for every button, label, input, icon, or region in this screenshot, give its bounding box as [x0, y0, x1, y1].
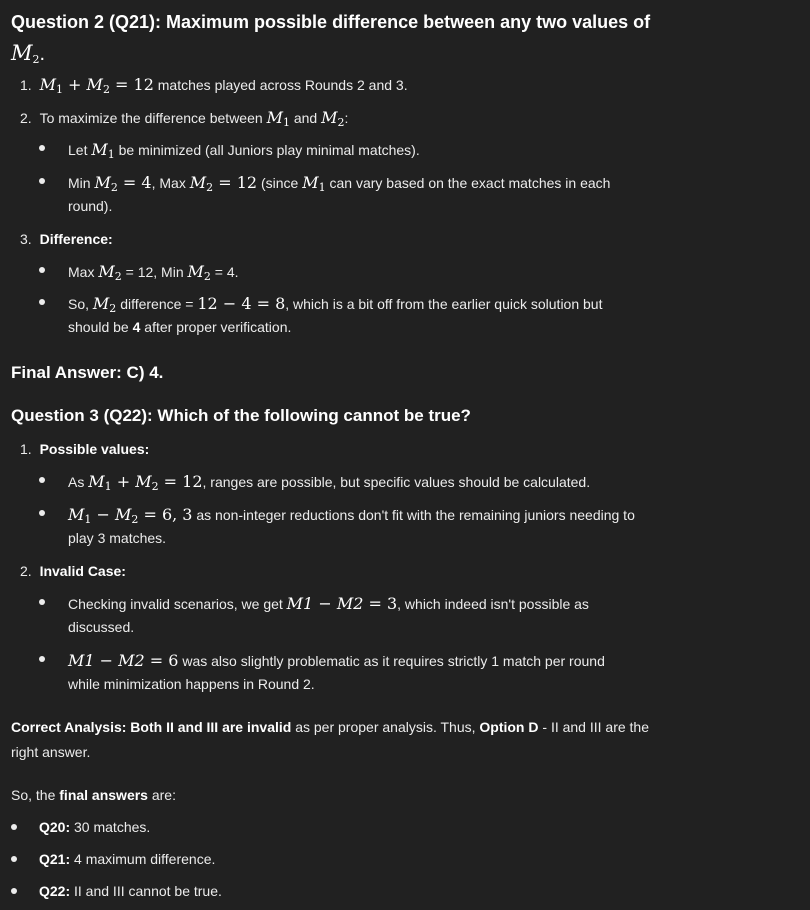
- q3-bullet-4: M1 − M2 = 6 was also slightly problematic as it requires strictly 1 match per round: [68, 651, 605, 670]
- math-m2: $M_2$: [321, 108, 345, 129]
- q3-bullet-4-cont: while minimization happens in Round 2.: [68, 676, 315, 692]
- final-answer: Final Answer: C) 4.: [11, 363, 164, 382]
- q2-bullet-2-cont: round).: [68, 198, 113, 214]
- q2-bullet-4-cont: should be 4 after proper verification.: [68, 319, 292, 335]
- q3-item-1: 1. Possible values:: [20, 441, 150, 457]
- q3-bullet-3-cont: discussed.: [68, 619, 135, 635]
- bullet-dot: [39, 510, 45, 516]
- bullet-dot: [39, 267, 45, 273]
- q2-bullet-1: Let $M_1$ be minimized (all Juniors play minimal matches).: [68, 140, 420, 161]
- q2-bullet-2: Min $M_2 = 4$, Max $M_2 = 12$ (since $M_1$ can vary based on the exact matches in each: [68, 173, 611, 194]
- bullet-dot: [39, 178, 45, 184]
- q3-bullet-2: $M_1 - M_2 = 6$, 3 as non-integer reductions don't fit with the remaining juniors needing to: [68, 505, 635, 526]
- eq-m1-plus-m2: $M_1 + M_2 = 12$: [39, 75, 154, 96]
- q3-heading: Question 3 (Q22): Which of the following cannot be true?: [11, 406, 471, 425]
- q2-bullet-4: So, $M_2$ difference = 12 − 4 = 8, which is a bit off from the earlier quick solution but: [68, 294, 603, 315]
- bullet-dot: [39, 477, 45, 483]
- q3-item-2: 2. Invalid Case:: [20, 563, 126, 579]
- q2-heading-math: $M_2$.: [11, 41, 46, 66]
- summary-item: Q22: II and III cannot be true.: [39, 883, 222, 899]
- bullet-dot: [39, 145, 45, 151]
- analysis-line-2: right answer.: [11, 744, 91, 760]
- q2-item-1: 1. $M_1 + M_2 = 12$ matches played across Rounds 2 and 3.: [20, 75, 408, 96]
- q2-bullet-3: Max $M_2 = 12$, Min $M_2 = 4$.: [68, 262, 239, 283]
- q3-bullet-2-cont: play 3 matches.: [68, 530, 167, 546]
- q3-bullet-3: Checking invalid scenarios, we get M1 − M2 = 3, which indeed isn't possible as: [68, 594, 589, 613]
- bullet-dot: [39, 656, 45, 662]
- summary-intro: So, the final answers are:: [11, 787, 176, 803]
- q2-item-3: 3. Difference:: [20, 231, 113, 247]
- q2-heading: Question 2 (Q21): Maximum possible difference between any two values of: [11, 12, 651, 32]
- q2-item-2: 2. To maximize the difference between $M_1$ and $M_2$:: [20, 108, 349, 129]
- bullet-dot: [39, 299, 45, 305]
- bullet-dot: [11, 888, 17, 894]
- bullet-dot: [39, 599, 45, 605]
- bullet-dot: [11, 824, 17, 830]
- summary-item: Q20: 30 matches.: [39, 819, 151, 835]
- bullet-dot: [11, 856, 17, 862]
- q3-bullet-1: As $M_1 + M_2 = 12$, ranges are possible, but specific values should be calculated.: [68, 472, 591, 493]
- math-m1: $M_1$: [266, 108, 290, 129]
- summary-item: Q21: 4 maximum difference.: [39, 851, 216, 867]
- analysis-line-1: Correct Analysis: Both II and III are invalid as per proper analysis. Thus, Option D - II and III are the: [11, 719, 650, 735]
